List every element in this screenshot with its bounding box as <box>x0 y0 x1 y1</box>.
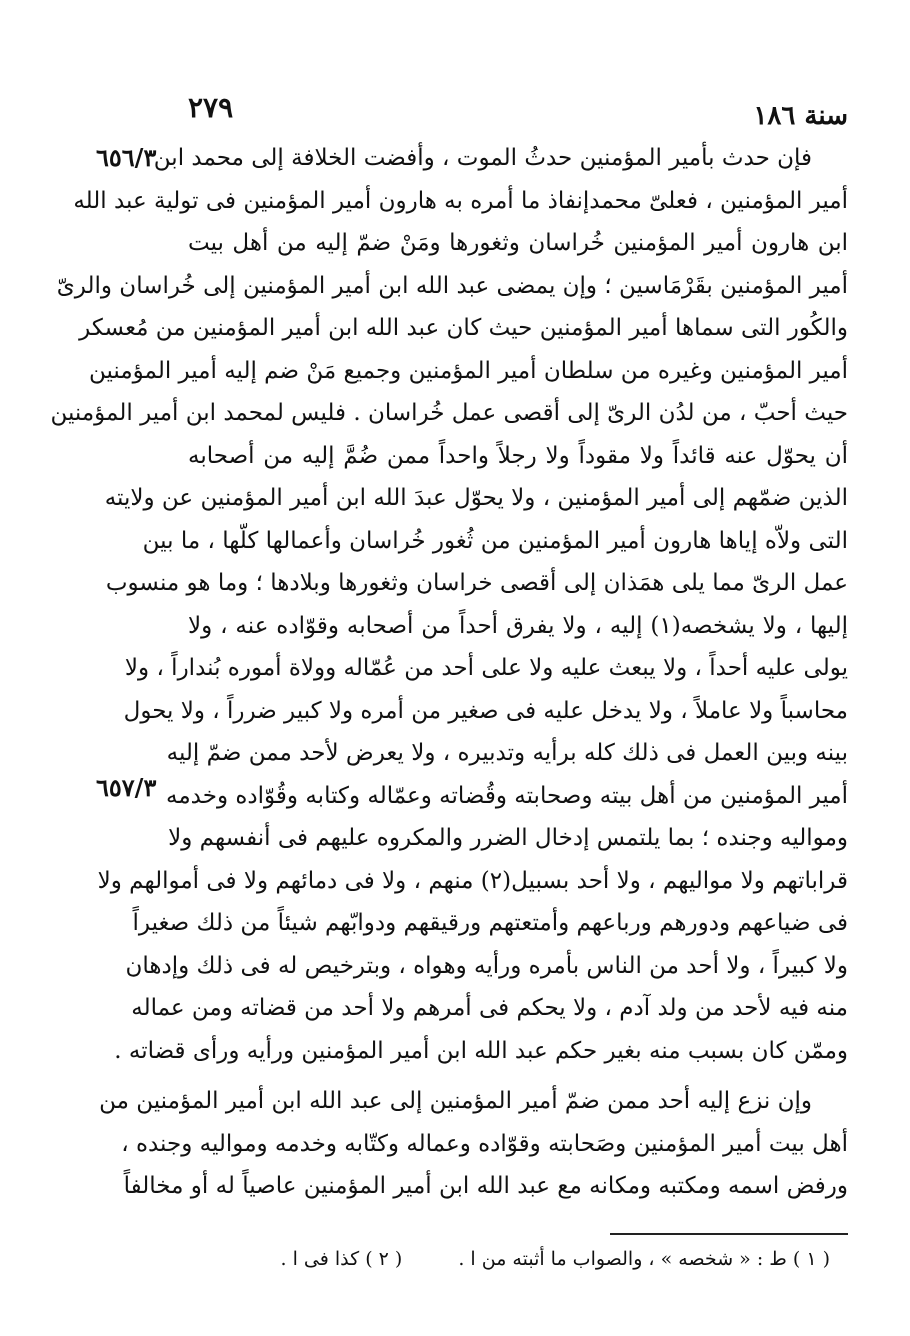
text-line: أمير المؤمنين ، فعلىّ محمدإنفاذ ما أمره به هارون أمير المؤمنين فى تولية عبد الله <box>73 187 848 214</box>
text-line: وممّن كان بسبب منه بغير حكم عبد الله ابن أمير المؤمنين ورأيه ورأى قضاته . <box>114 1037 848 1064</box>
text-line: حيث أحبّ ، من لدُن الرىّ إلى أقصى عمل خُراسان . فليس لمحمد ابن أمير المؤمنين <box>50 400 848 426</box>
text-line: فإن حدث بأمير المؤمنين حدثُ الموت ، وأفضت الخلافة إلى محمد ابن <box>153 145 812 171</box>
text-line: ومواليه وجنده ؛ بما يلتمس إدخال الضرر والمكروه عليهم فى أنفسهم ولا <box>168 825 848 851</box>
text-line: ابن هارون أمير المؤمنين خُراسان وثغورها ومَنْ ضمّ إليه من أهل بيت <box>188 230 848 256</box>
page-number: ٢٧٩ <box>188 91 234 124</box>
text-line: والكُور التى سماها أمير المؤمنين حيث كان عبد الله ابن أمير المؤمنين من مُعسكر <box>79 315 848 341</box>
footnotes <box>250 1244 830 1274</box>
text-line: أمير المؤمنين من أهل بيته وصحابته وقُضاته وعمّاله وكتابه وقُوّاده وخدمه <box>166 782 848 809</box>
text-line: الذين ضمّهم إلى أمير المؤمنين ، ولا يحوّل عبدَ الله ابن أمير المؤمنين عن ولايته <box>104 485 848 511</box>
text-line: عمل الرىّ مما يلى همَذان إلى أقصى خراسان وثغورها وبلادها ؛ وما هو منسوب <box>105 570 848 596</box>
paragraph-gap <box>188 1072 848 1080</box>
text-line: وإن نزع إليه أحد ممن ضمّ أمير المؤمنين إلى عبد الله ابن أمير المؤمنين من <box>99 1088 812 1114</box>
text-line: أمير المؤمنين وغيره من سلطان أمير المؤمنين وجميع مَنْ ضم إليه أمير المؤمنين <box>88 357 848 384</box>
running-header-year: سنة ١٨٦ <box>753 101 848 131</box>
text-line: أهل بيت أمير المؤمنين وصَحابته وقوّاده وعماله وكتّابه وخدمه ومواليه وجنده ، <box>121 1130 848 1157</box>
text-line: منه فيه لأحد من ولد آدم ، ولا يحكم فى أمرهم ولا أحد من قضاته ومن عماله <box>131 995 848 1021</box>
footnote-2: ( ٢ ) كذا فى ا . <box>280 1248 403 1270</box>
text-line: أمير المؤمنين بقَرْمَاسين ؛ وإن يمضى عبد الله ابن أمير المؤمنين إلى خُراسان والرىّ <box>56 272 848 299</box>
text-line: قراباتهم ولا مواليهم ، ولا أحد بسبيل(٢) منهم ، ولا فى دمائهم ولا فى أموالهم ولا <box>97 867 848 894</box>
text-line: فى ضياعهم ودورهم ورباعهم وأمتعتهم ورقيقهم ودوابّهم شيئاً من ذلك صغيراً <box>132 910 848 936</box>
text-line: إليها ، ولا يشخصه(١) إليه ، ولا يفرق أحداً من أصحابه وقوّاده عنه ، ولا <box>188 612 848 639</box>
text-line: ورفض اسمه ومكتبه ومكانه مع عبد الله ابن أمير المؤمنين عاصياً له أو مخالفاً <box>123 1173 848 1199</box>
text-line: ولا كبيراً ، ولا أحد من الناس بأمره ورأيه وهواه ، وبترخيص له فى ذلك وإدهان <box>125 952 848 979</box>
text-line: بينه وبين العمل فى ذلك كله برأيه وتدبيره ، ولا يعرض لأحد ممن ضمّ إليه <box>166 740 848 766</box>
margin-reference: ٦٥٦/٣ <box>96 143 157 172</box>
text-line: محاسباً ولا عاملاً ، ولا يدخل عليه فى صغير من أمره ولا كبير ضرراً ، ولا يحول <box>123 697 848 724</box>
margin-reference: ٦٥٧/٣ <box>96 773 157 802</box>
text-line: أن يحوّل عنه قائداً ولا مقوداً ولا رجلاً واحداً ممن ضُمَّ إليه من أصحابه <box>188 442 848 469</box>
footnote-divider <box>610 1233 848 1235</box>
footnote-1: ( ١ ) ط : « شخصه » ، والصواب ما أثبته من ا . <box>458 1248 830 1270</box>
text-line: التى ولاّه إياها هارون أمير المؤمنين من ثُغور خُراسان وأعمالها كلّها ، ما بين <box>142 527 848 554</box>
text-line: يولى عليه أحداً ، ولا يبعث عليه ولا على أحد من عُمّاله وولاة أموره بُنداراً ، ولا <box>124 655 848 681</box>
